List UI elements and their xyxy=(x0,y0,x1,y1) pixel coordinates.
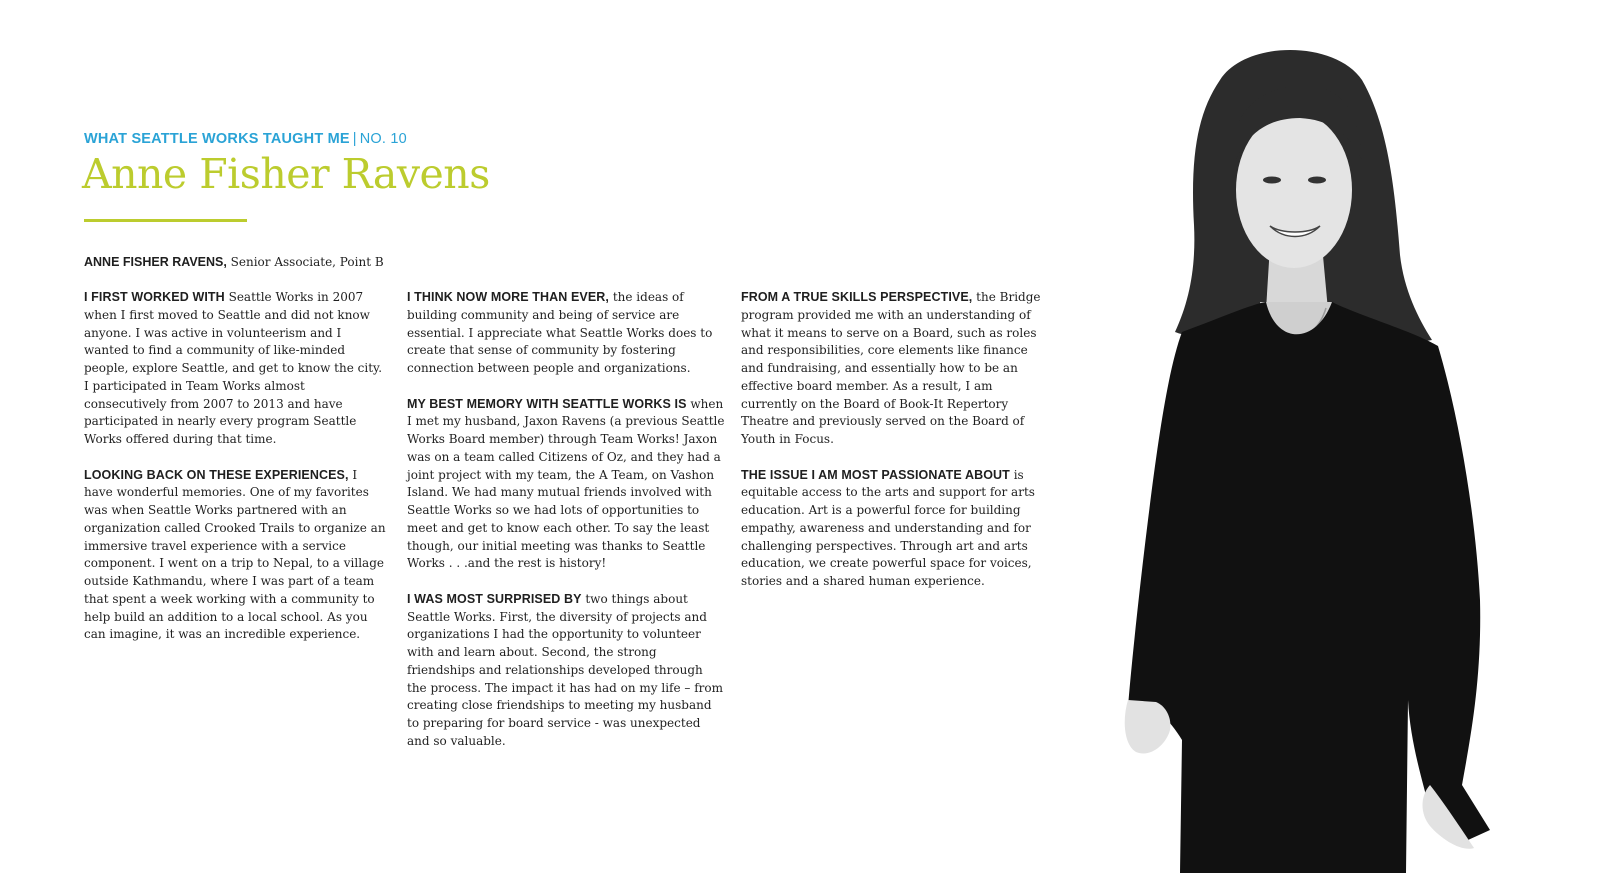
face xyxy=(1236,112,1352,268)
column-2 xyxy=(407,289,725,768)
paragraph-text: I have wonderful memories. One of my favorites was when Seattle Works partnered with an organization called Crooked Trails to organize an immersive travel experience with a service component. I went on a trip to Nepal, to a village outside Kathmandu, where I was part of a team that spent a week working with a community to help build an addition to a local school. As you can imagine, it was an incredible experience. xyxy=(84,467,386,642)
paragraph-lead: I FIRST WORKED WITH xyxy=(84,290,225,304)
paragraph xyxy=(84,467,389,645)
series-kicker xyxy=(84,131,407,147)
paragraph-text: the Bridge program provided me with an understanding of what it means to serve on a Board, such as roles and responsibilities, core elements like finance and fundraising, and essentially how to be an effective board member. As a result, I am currently on the Board of Book-It Repertory Theatre and previously served on the Board of Youth in Focus. xyxy=(741,290,1041,446)
paragraph xyxy=(407,396,725,574)
kicker-separator: | xyxy=(352,131,357,147)
paragraph-text: when I met my husband, Jaxon Ravens (a previous Seattle Works Board member) through Team Works! Jaxon was on a team called Citizens of Oz, and they had a joint project with my team, the A Team, on Vashon Island. We had many mutual friends involved with Seattle Works so we had lots of opportunities to meet and get to know each other. To say the least though, our initial meeting was thanks to Seattle Works . . .and the rest is history! xyxy=(407,396,725,571)
paragraph-text: two things about Seattle Works. First, the diversity of projects and organizations I had the opportunity to volunteer with and learn about. Second, the strong friendships and relationships developed through the process. The impact it has had on my life – from creating close friendships to meeting my husband to preparing for board service - was unexpected and so valuable. xyxy=(407,591,724,748)
paragraph-lead: I THINK NOW MORE THAN EVER, xyxy=(407,290,610,304)
black-top xyxy=(1128,302,1490,873)
paragraph xyxy=(84,289,389,449)
paragraph-lead: FROM A TRUE SKILLS PERSPECTIVE, xyxy=(741,290,973,304)
paragraph-text: the ideas of building community and being of service are essential. I appreciate what Seattle Works does to create that sense of community by fostering connection between people and organizations. xyxy=(407,290,713,375)
paragraph-lead: THE ISSUE I AM MOST PASSIONATE ABOUT xyxy=(741,467,1010,482)
paragraph xyxy=(741,289,1051,449)
left-hand xyxy=(1125,700,1171,753)
paragraph xyxy=(741,467,1051,591)
byline xyxy=(84,255,384,269)
page-title: Anne Fisher Ravens xyxy=(82,150,490,198)
paragraph xyxy=(407,289,725,378)
paragraph-lead: I WAS MOST SURPRISED BY xyxy=(407,591,582,606)
portrait-photo xyxy=(1070,40,1510,873)
paragraph-text: is equitable access to the arts and support for arts education. Art is a powerful force for building empathy, awareness and understanding and for challenging perspectives. Through art and arts education, we create powerful space for voices, stories and a shared human experience. xyxy=(741,467,1035,588)
paragraph xyxy=(407,591,725,751)
series-name: WHAT SEATTLE WORKS TAUGHT ME xyxy=(84,131,350,147)
column-3 xyxy=(741,289,1051,609)
issue-number: NO. 10 xyxy=(359,131,407,147)
paragraph-text: Seattle Works in 2007 when I first moved to Seattle and did not know anyone. I was active in volunteerism and I wanted to find a community of like-minded people, explore Seattle, and get to know the city. I participated in Team Works almost consecutively from 2007 to 2013 and have participated in nearly every program Seattle Works offered during that time. xyxy=(84,290,383,446)
column-1 xyxy=(84,289,389,662)
paragraph-lead: LOOKING BACK ON THESE EXPERIENCES, xyxy=(84,467,349,482)
title-underline xyxy=(84,219,247,222)
byline-role: Senior Associate, Point B xyxy=(230,255,384,269)
byline-name: ANNE FISHER RAVENS, xyxy=(84,255,227,269)
paragraph-lead: MY BEST MEMORY WITH SEATTLE WORKS IS xyxy=(407,396,687,411)
